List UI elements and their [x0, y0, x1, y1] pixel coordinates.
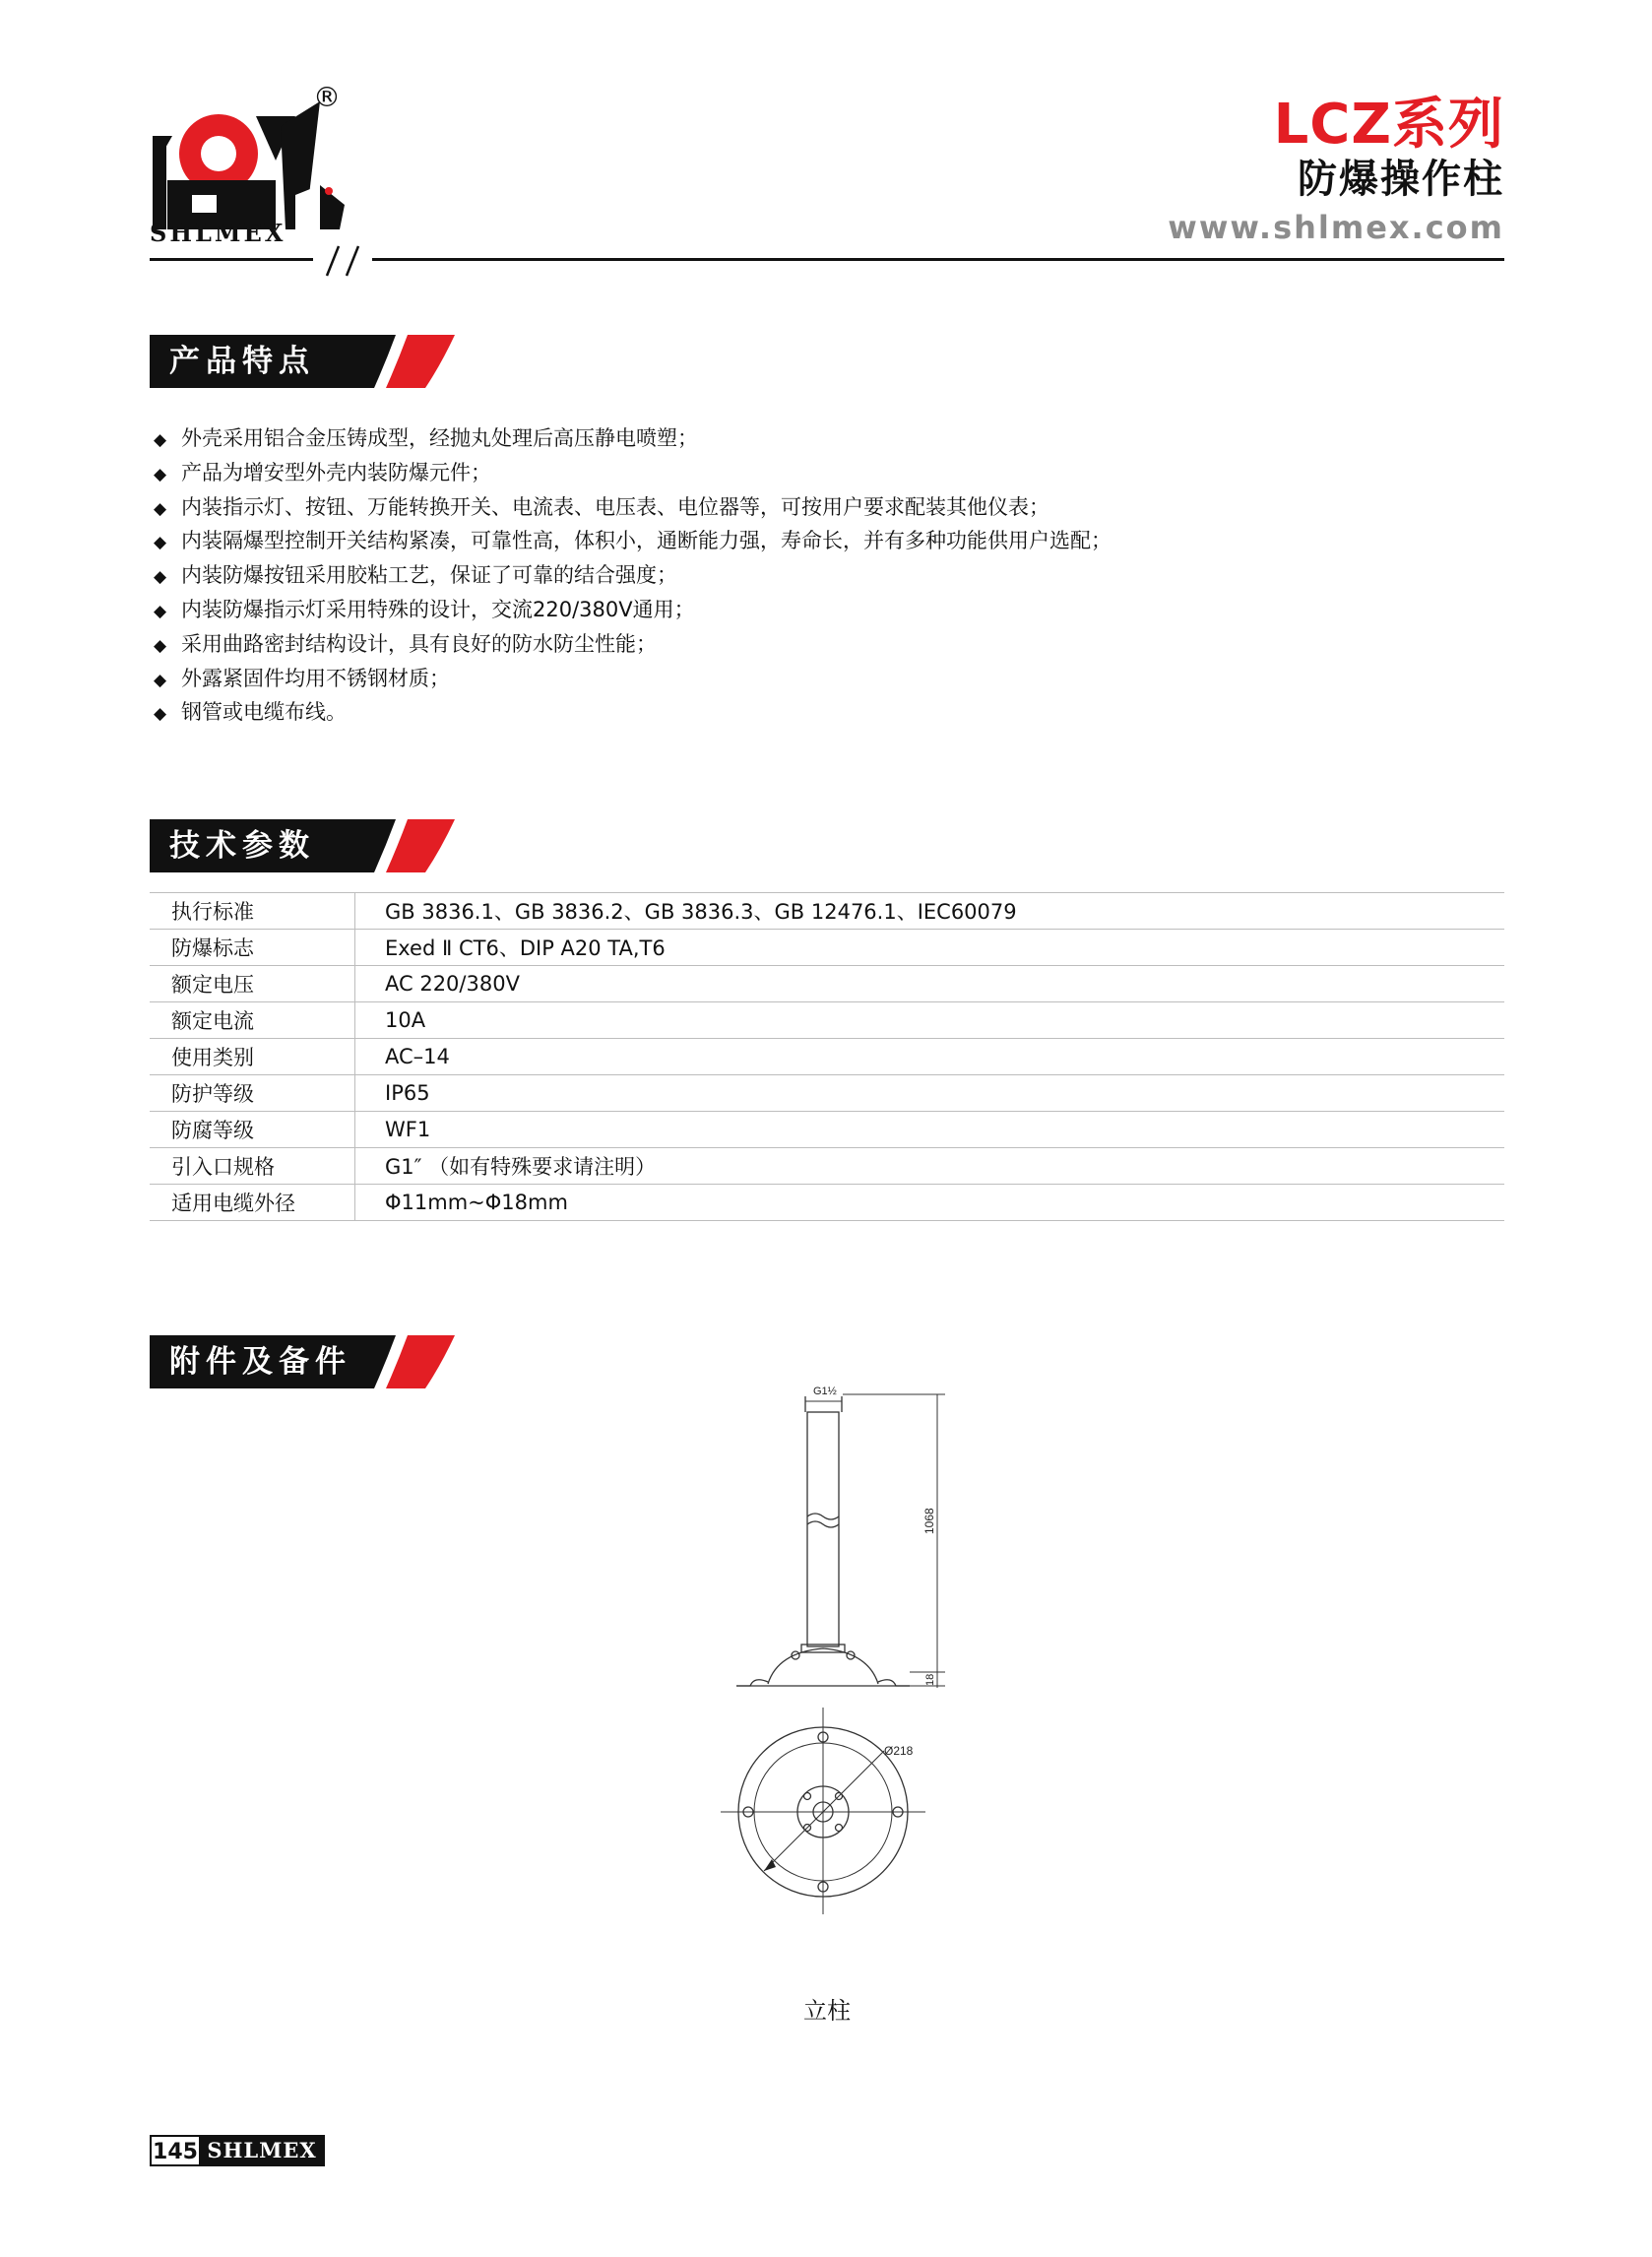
- list-item: ◆ 外壳采用铝合金压铸成型，经抛丸处理后高压静电喷塑；: [154, 421, 1512, 456]
- footer-brand: SHLMEX: [199, 2135, 325, 2166]
- header-slash-marks: [313, 244, 372, 278]
- product-name: 防爆操作柱: [1298, 157, 1504, 202]
- spec-value: Φ11mm~Φ18mm: [355, 1185, 1505, 1221]
- column-technical-drawing: [709, 1369, 965, 1920]
- diamond-bullet-icon: ◆: [154, 635, 167, 656]
- list-item: ◆ 钢管或电缆布线。: [154, 695, 1512, 730]
- table-row: [150, 1075, 1504, 1112]
- brand-logo: [148, 81, 374, 254]
- spec-value: GB 3836.1、GB 3836.2、GB 3836.3、GB 12476.1、IEC60079: [355, 893, 1505, 930]
- spec-label: 使用类别: [150, 1039, 355, 1075]
- drawing-caption: 立柱: [803, 1997, 851, 2025]
- section-header-features: [150, 335, 455, 388]
- diamond-bullet-icon: ◆: [154, 498, 167, 519]
- list-item: ◆ 产品为增安型外壳内装防爆元件；: [154, 456, 1512, 490]
- list-item: ◆ 采用曲路密封结构设计，具有良好的防水防尘性能；: [154, 627, 1512, 662]
- thread-label: G1½: [813, 1386, 837, 1397]
- table-row: [150, 893, 1504, 930]
- spec-value: AC–14: [355, 1039, 1505, 1075]
- diamond-bullet-icon: ◆: [154, 430, 167, 450]
- table-row: [150, 966, 1504, 1002]
- section-title: 产品特点: [169, 344, 315, 379]
- diamond-bullet-icon: ◆: [154, 533, 167, 553]
- diamond-bullet-icon: ◆: [154, 704, 167, 725]
- table-row: [150, 1185, 1504, 1221]
- diameter-label: Ø218: [884, 1744, 914, 1758]
- brand-wordmark: SHLMEX: [150, 219, 286, 247]
- section-header-accessories: [150, 1335, 455, 1388]
- registered-mark: ®: [313, 81, 341, 113]
- column-top-view: [721, 1708, 925, 1914]
- table-row: [150, 930, 1504, 966]
- diamond-bullet-icon: ◆: [154, 601, 167, 621]
- table-row: [150, 1148, 1504, 1185]
- table-row: [150, 1112, 1504, 1148]
- spec-label: 适用电缆外径: [150, 1185, 355, 1221]
- page-number: 145: [150, 2135, 199, 2166]
- features-list: [154, 421, 1512, 730]
- spec-value: Exed Ⅱ CT6、DIP A20 TA,T6: [355, 930, 1505, 966]
- section-title: 附件及备件: [169, 1344, 351, 1380]
- section-header-specs: [150, 819, 455, 872]
- list-item: ◆ 内装防爆按钮采用胶粘工艺，保证了可靠的结合强度；: [154, 558, 1512, 593]
- column-side-view: [736, 1394, 945, 1688]
- diamond-bullet-icon: ◆: [154, 464, 167, 484]
- spec-value: 10A: [355, 1002, 1505, 1039]
- diamond-bullet-icon: ◆: [154, 670, 167, 690]
- section-title: 技术参数: [169, 828, 315, 864]
- spec-value: WF1: [355, 1112, 1505, 1148]
- spec-table: [150, 892, 1504, 1221]
- height-dimension-label: 1068: [922, 1508, 936, 1534]
- list-item: ◆ 外露紧固件均用不锈钢材质；: [154, 662, 1512, 696]
- spec-label: 引入口规格: [150, 1148, 355, 1185]
- list-item: ◆ 内装隔爆型控制开关结构紧凑，可靠性高，体积小，通断能力强，寿命长，并有多种功能供用户选配；: [154, 524, 1512, 558]
- spec-label: 执行标准: [150, 893, 355, 930]
- spec-value: G1″ （如有特殊要求请注明）: [355, 1148, 1505, 1185]
- spec-value: AC 220/380V: [355, 966, 1505, 1002]
- series-title: LCZ系列: [1273, 93, 1504, 157]
- spec-label: 额定电压: [150, 966, 355, 1002]
- spec-label: 防腐等级: [150, 1112, 355, 1148]
- website-url: www.shlmex.com: [1168, 209, 1504, 246]
- base-height-label: 18: [924, 1673, 936, 1686]
- spec-value: IP65: [355, 1075, 1505, 1112]
- diamond-bullet-icon: ◆: [154, 567, 167, 588]
- list-item: ◆ 内装防爆指示灯采用特殊的设计，交流220/380V通用；: [154, 593, 1512, 627]
- spec-label: 防护等级: [150, 1075, 355, 1112]
- table-row: [150, 1002, 1504, 1039]
- list-item: ◆ 内装指示灯、按钮、万能转换开关、电流表、电压表、电位器等，可按用户要求配装其他仪表；: [154, 490, 1512, 525]
- spec-label: 防爆标志: [150, 930, 355, 966]
- spec-label: 额定电流: [150, 1002, 355, 1039]
- table-row: [150, 1039, 1504, 1075]
